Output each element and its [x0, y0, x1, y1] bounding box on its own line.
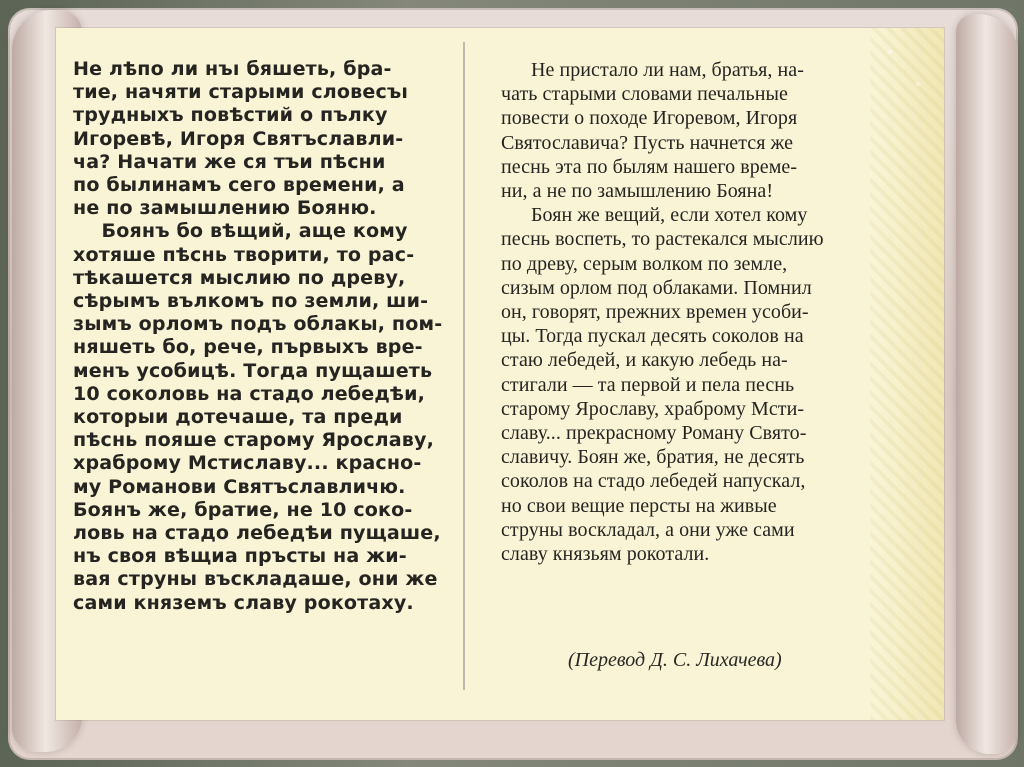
- old-russian-text: [73, 58, 450, 615]
- translation-line-15: старому Ярославу, храброму Мсти-: [501, 397, 805, 420]
- column-divider: [463, 42, 465, 690]
- old-russian-line-21: ловь на стадо лебедѣи пущаше,: [73, 523, 441, 545]
- translation-line-1: Не пристало ли нам, братья, на-: [531, 59, 804, 81]
- translation-line-6: ни, а не по замышлению Бояна!: [501, 180, 774, 203]
- old-russian-line-12: зымъ орломъ подъ облакы, пом-: [73, 314, 443, 336]
- translation-text: [501, 58, 856, 566]
- translation-line-12: цы. Тогда пускал десять соколов на: [501, 325, 804, 348]
- translation-line-17: славичу. Боян же, братия, не десять: [501, 446, 805, 469]
- translation-line-18: соколов на стадо лебедей напускал,: [501, 470, 806, 493]
- old-russian-line-22: нъ своя вѣщиа пръсты на жи-: [73, 546, 407, 568]
- old-russian-line-3: трудныхъ повѣстий о пълку: [73, 105, 388, 127]
- old-russian-line-11: сѣрымъ вълкомъ по земли, ши-: [73, 291, 429, 313]
- old-russian-line-1: Не лѣпо ли нъı бяшеть, бра-: [73, 59, 392, 80]
- old-russian-line-6: по былинамъ сего времени, а: [73, 175, 405, 197]
- old-russian-line-5: ча? Начати же ся тъи пѣсни: [73, 151, 386, 173]
- old-russian-line-15: 10 соколовь на стадо лебедѣи,: [73, 383, 425, 405]
- gold-ornament-border: [870, 28, 944, 720]
- old-russian-line-16: которыи дотечаше, та преди: [73, 407, 403, 429]
- translation-line-10: сизым орлом под облаками. Помнил: [501, 276, 812, 299]
- translation-line-7: Боян же вещий, если хотел кому: [531, 204, 808, 227]
- translation-line-19: но свои вещие персты на живые: [501, 494, 777, 517]
- translation-line-20: струны воскладал, а они уже сами: [501, 518, 795, 541]
- translation-line-14: стигали — та первой и пела песнь: [501, 373, 795, 396]
- old-russian-line-4: Игоревѣ, Игоря Святъславли-: [73, 128, 404, 150]
- translation-line-5: песнь эта по былям нашего време-: [501, 155, 798, 178]
- translation-line-11: он, говорят, прежних времен усоби-: [501, 301, 809, 324]
- old-russian-line-10: тѣкашется мыслию по древу,: [73, 267, 406, 289]
- old-russian-line-17: пѣснь пояше старому Ярославу,: [73, 430, 434, 452]
- old-russian-line-13: няшеть бо, рече, първыхъ вре-: [73, 337, 423, 359]
- old-russian-line-24: сами княземъ славу рокотаху.: [73, 592, 414, 614]
- text-page: [56, 28, 944, 720]
- translation-line-3: повести о походе Игоревом, Игоря: [501, 107, 798, 130]
- old-russian-line-20: Боянъ же, братие, не 10 соко-: [73, 499, 413, 521]
- old-russian-line-18: храброму Мстиславу... красно-: [73, 453, 422, 475]
- old-russian-line-9: хотяше пѣснь творити, то рас-: [73, 244, 415, 266]
- old-russian-line-14: менъ усобицѣ. Тогда пущашеть: [73, 360, 433, 382]
- translation-line-21: славу князьям рокотали.: [501, 543, 710, 566]
- translation-line-4: Святославича? Пусть начнется же: [501, 131, 794, 154]
- old-russian-line-8: Боянъ бо вѣщий, аще кому: [101, 221, 408, 243]
- old-russian-line-23: вая струны въскладаше, они же: [73, 569, 438, 591]
- translation-line-9: по древу, серым волком по земле,: [501, 252, 788, 275]
- old-russian-line-2: тие, начяти старыми словесъı: [73, 82, 409, 104]
- right-scroll-roll: [956, 14, 1018, 754]
- translation-line-13: стаю лебедей, и какую лебедь на-: [501, 349, 788, 372]
- old-russian-line-19: му Романови Святъславличю.: [73, 476, 406, 498]
- translation-line-2: чать старыми словами печальные: [501, 83, 788, 106]
- translation-line-16: славу... прекрасному Роману Свято-: [501, 422, 807, 445]
- translator-credit: (Перевод Д. С. Лихачева): [568, 649, 782, 671]
- translation-line-8: песнь воспеть, то растекался мыслию: [501, 228, 824, 251]
- old-russian-line-7: не по замышлению Бояню.: [73, 198, 377, 220]
